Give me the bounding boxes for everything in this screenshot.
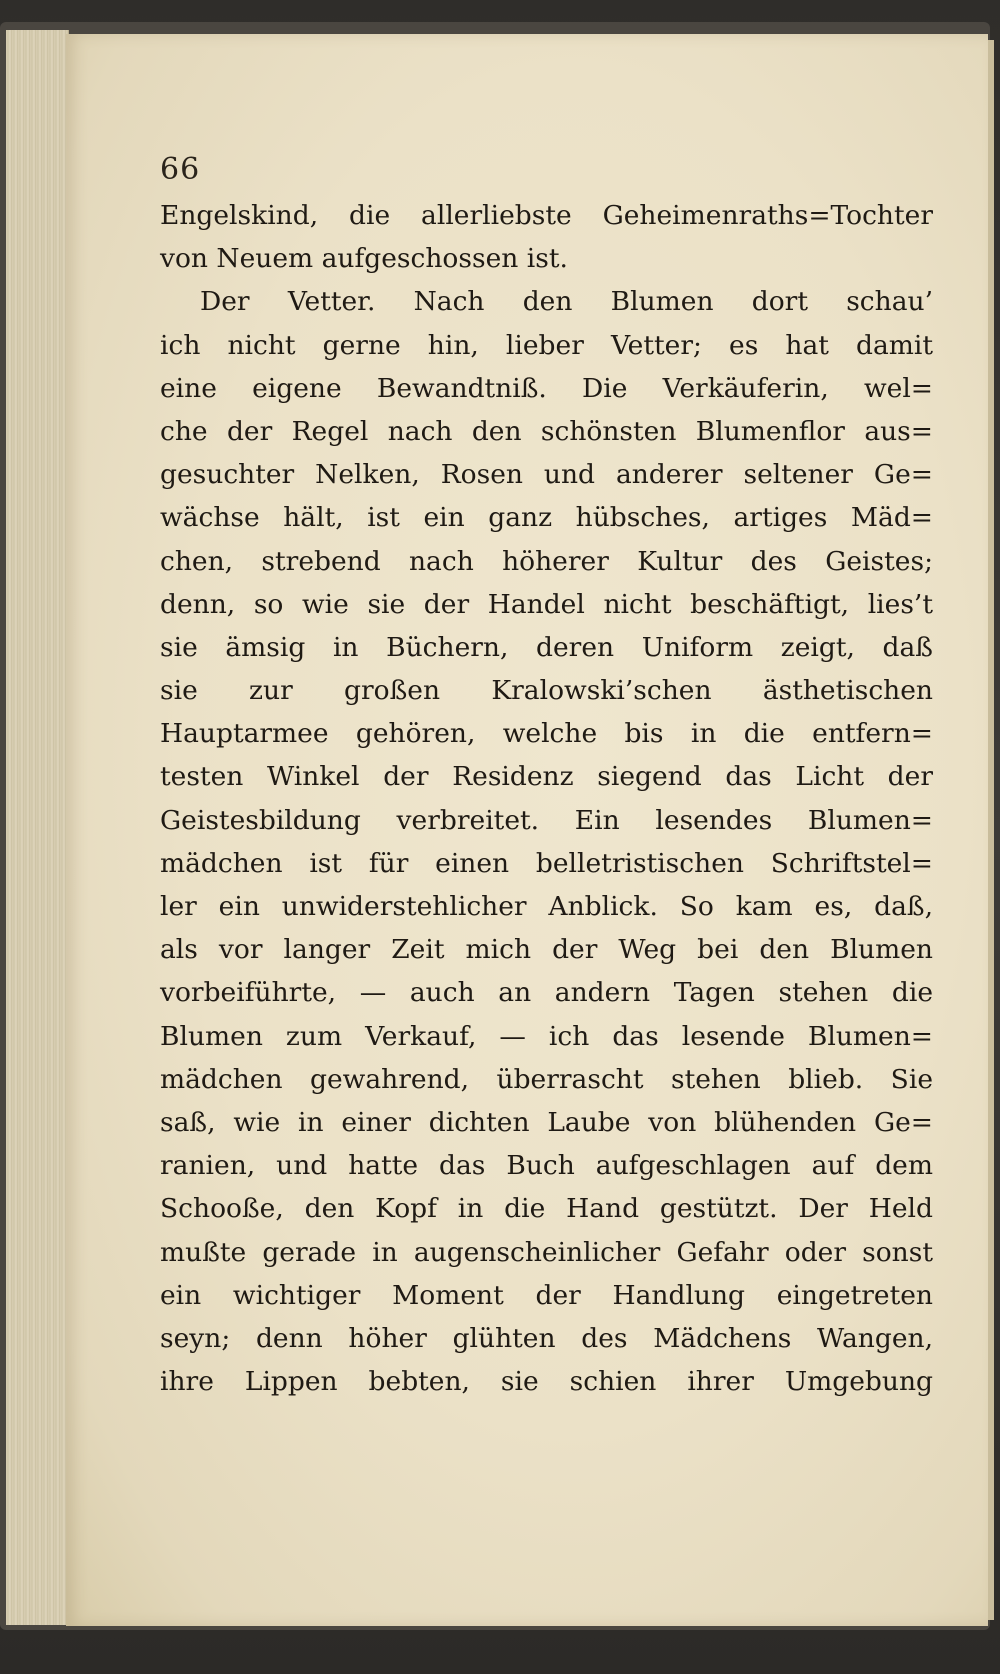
text-line: ler ein unwiderstehlicher Anblick. So kam es, daß, [160, 891, 933, 922]
text-line: saß, wie in einer dichten Laube von blühenden Ge= [160, 1106, 933, 1138]
page-right-edge [988, 40, 994, 1620]
text-line: mußte gerade in augenscheinlicher Gefahr oder sonst [160, 1236, 933, 1268]
text-line: testen Winkel der Residenz siegend das Licht der [160, 761, 933, 793]
text-line: vorbeiführte, — auch an andern Tagen stehen die [160, 977, 933, 1009]
text-line: Engelskind, die allerliebste Geheimenraths=Tochter [160, 200, 933, 231]
text-line: wächse hält, ist ein ganz hübsches, artiges Mäd= [160, 502, 933, 534]
text-line: mädchen gewahrend, überrascht stehen blieb. Sie [160, 1063, 933, 1095]
text-line: Der Vetter. Nach den Blumen dort schau’ [200, 286, 933, 318]
text-line: Blumen zum Verkauf, — ich das lesende Blumen= [160, 1020, 933, 1052]
text-line: ein wichtiger Moment der Handlung eingetreten [160, 1279, 933, 1311]
text-line: Hauptarmee gehören, welche bis in die entfern= [160, 718, 933, 750]
page-number: 66 [160, 152, 201, 187]
text-line: sie ämsig in Büchern, deren Uniform zeigt, daß [160, 631, 933, 663]
text-line: mädchen ist für einen belletristischen Schriftstel= [160, 847, 933, 879]
text-line: Schooße, den Kopf in die Hand gestützt. Der Held [160, 1193, 933, 1225]
text-line: sie zur großen Kralowski’schen ästhetischen [160, 675, 933, 707]
page-stack-edges [6, 30, 69, 1625]
text-line: seyn; denn höher glühten des Mädchens Wangen, [160, 1322, 933, 1354]
text-line: gesuchter Nelken, Rosen und anderer seltener Ge= [160, 459, 933, 491]
text-line: von Neuem aufgeschossen ist. [160, 243, 568, 275]
text-line: ich nicht gerne hin, lieber Vetter; es hat damit [160, 329, 933, 361]
text-line: ihre Lippen bebten, sie schien ihrer Umgebung [160, 1366, 933, 1398]
text-line: Geistesbildung verbreitet. Ein lesendes Blumen= [160, 804, 933, 836]
text-line: che der Regel nach den schönsten Blumenflor aus= [160, 415, 933, 447]
text-line: eine eigene Bewandtniß. Die Verkäuferin, wel= [160, 372, 933, 404]
text-line: chen, strebend nach höherer Kultur des Geistes; [160, 545, 933, 577]
text-line: ranien, und hatte das Buch aufgeschlagen auf dem [160, 1150, 933, 1182]
text-line: als vor langer Zeit mich der Weg bei den Blumen [160, 934, 933, 966]
page-content [96, 150, 941, 1403]
text-line: denn, so wie sie der Handel nicht beschäftigt, lies’t [160, 588, 933, 620]
